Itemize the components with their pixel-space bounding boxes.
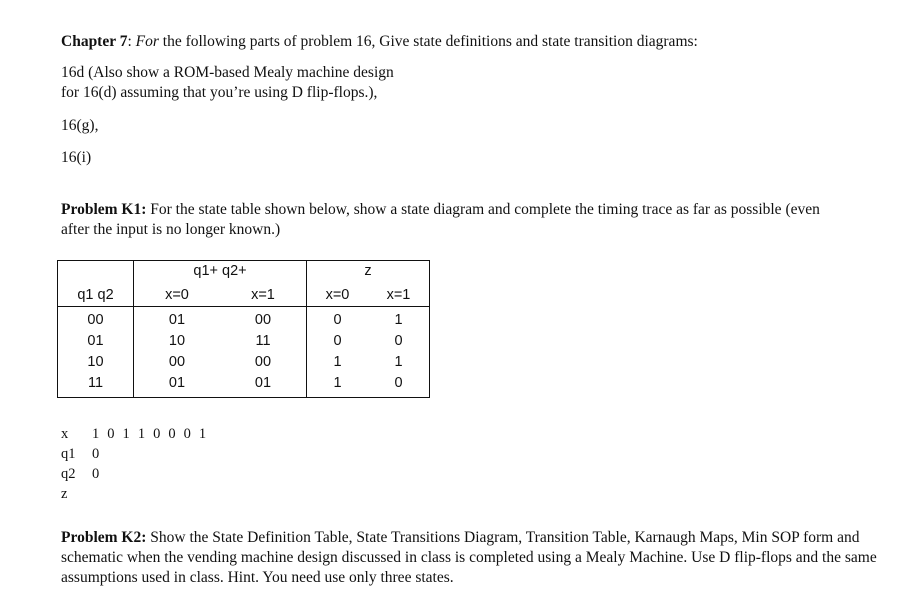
trace-q2-values: 0 (92, 466, 100, 482)
table-border-bottom (57, 397, 430, 398)
table-cell-next-x0: 10 (168, 333, 186, 349)
table-cell-state: 10 (87, 354, 104, 370)
table-cell-z-x0: 1 (333, 354, 342, 370)
table-cell-next-x1: 00 (254, 354, 272, 370)
table-cell-next-x0: 01 (168, 312, 186, 328)
col-header-z-x0: x=0 (325, 287, 350, 303)
table-cell-next-x1: 00 (254, 312, 272, 328)
trace-x-values: 1 0 1 1 0 0 0 1 (92, 426, 209, 442)
col-header-next-x1: x=1 (251, 287, 275, 303)
item-16d-line1: 16d (Also show a ROM-based Mealy machine design (61, 64, 394, 81)
trace-z-label: z (61, 486, 68, 502)
item-16i: 16(i) (61, 149, 92, 166)
problem-k1-label: Problem K1: (61, 201, 147, 218)
problem-k2 (61, 528, 896, 588)
table-cell-z-x0: 0 (333, 312, 342, 328)
table-cell-z-x1: 0 (394, 375, 403, 391)
problem-k2-text: Show the State Definition Table, State Transitions Diagram, Transition Table, Karnaugh Maps, Min SOP form and schematic when the vending machine design discussed in class is completed using a Mealy Machine. Use D flip-flops and the same assumptions used in class. Hint. You need use only three states. (61, 529, 877, 586)
table-cell-next-x1: 01 (254, 375, 272, 391)
item-16d-line2: for 16(d) assuming that you’re using D flip-flops.), (61, 84, 378, 101)
chapter7-colon: : (127, 33, 136, 50)
col-header-next-x0: x=0 (165, 287, 189, 303)
table-border-top (57, 260, 430, 261)
table-cell-next-x0: 00 (168, 354, 186, 370)
table-cell-z-x1: 1 (394, 354, 403, 370)
problem-k1 (61, 200, 851, 240)
table-divider-header (57, 306, 430, 307)
item-16g: 16(g), (61, 117, 99, 134)
chapter7-for-word: For (135, 33, 159, 50)
problem-k2-label: Problem K2: (61, 529, 147, 546)
table-cell-z-x1: 1 (394, 312, 403, 328)
problem-k1-text: For the state table shown below, show a state diagram and complete the timing trace as far as possible (even after the input is no longer known.) (61, 201, 820, 238)
table-cell-z-x0: 1 (333, 375, 342, 391)
col-header-z-x1: x=1 (386, 287, 411, 303)
table-cell-state: 00 (87, 312, 104, 328)
output-header: z (364, 263, 372, 279)
next-state-header: q1+ q2+ (193, 263, 247, 279)
col-header-state: q1 q2 (77, 287, 114, 303)
table-cell-z-x1: 0 (394, 333, 403, 349)
table-cell-state: 11 (87, 375, 104, 391)
chapter7-rest: the following parts of problem 16, Give state definitions and state transition diagrams: (158, 33, 698, 50)
trace-q1-label: q1 (61, 446, 76, 462)
table-cell-state: 01 (87, 333, 104, 349)
trace-x-label: x (61, 426, 69, 442)
table-cell-z-x0: 0 (333, 333, 342, 349)
trace-q2-label: q2 (61, 466, 76, 482)
chapter7-label: Chapter 7 (61, 33, 128, 50)
trace-q1-values: 0 (92, 446, 100, 462)
chapter7-instruction (61, 33, 698, 51)
table-cell-next-x0: 01 (168, 375, 186, 391)
table-border-right (429, 260, 430, 398)
table-cell-next-x1: 11 (255, 333, 271, 349)
